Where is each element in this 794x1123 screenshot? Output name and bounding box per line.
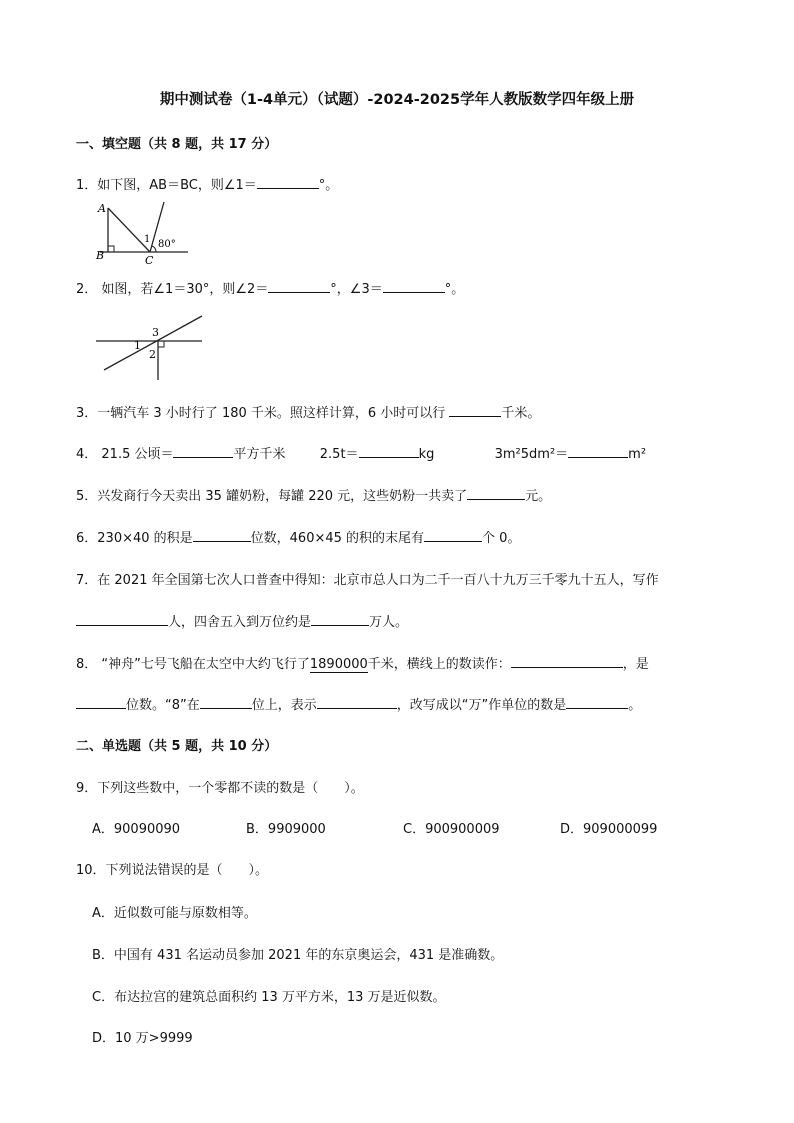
question-2-figure — [94, 312, 206, 384]
option-b[interactable]: B．9909000 — [246, 822, 326, 837]
answer-blank[interactable] — [268, 279, 330, 293]
underlined-number: 1890000 — [309, 657, 368, 672]
label-a: A — [98, 202, 106, 215]
answer-blank[interactable] — [383, 279, 445, 293]
question-5-text: 5．兴发商行今天卖出 35 罐奶粉，每罐 220 元，这些奶粉一共卖了 — [76, 489, 468, 504]
answer-blank[interactable] — [76, 695, 126, 709]
question-8-line-1 — [76, 653, 649, 672]
right-angle-mark — [158, 341, 164, 347]
option-c[interactable]: C．布达拉宫的建筑总面积约 13 万平方米，13 万是近似数。 — [92, 990, 446, 1005]
answer-blank[interactable] — [257, 175, 319, 189]
question-1 — [76, 174, 338, 193]
angle-arc — [152, 246, 156, 252]
question-4-b: 2.5t＝ — [319, 447, 359, 462]
question-6-text: 6．230×40 的积是 — [76, 531, 193, 546]
question-7-line-1: 7．在 2021 年全国第七次人口普查中得知：北京市总人口为二千一百八十九万三千零九十五人，写作 — [76, 573, 659, 588]
question-1-figure — [92, 198, 194, 266]
question-4 — [76, 443, 646, 462]
question-7-line-2 — [76, 611, 408, 630]
question-7-after: 万人。 — [369, 615, 409, 630]
option-d[interactable]: D．909000099 — [560, 822, 658, 837]
label-3: 3 — [152, 326, 159, 339]
section-2-heading: 二、单选题（共 5 题，共 10 分） — [76, 739, 278, 754]
question-2-mid: °，∠3＝ — [330, 282, 383, 297]
question-3-after: 千米。 — [501, 406, 541, 421]
question-3-text: 3．一辆汽车 3 小时行了 180 千米。照这样计算，6 小时可以行 — [76, 406, 450, 421]
question-6 — [76, 527, 520, 546]
question-6-after: 个 0。 — [482, 531, 521, 546]
question-5 — [76, 485, 551, 504]
answer-blank[interactable] — [359, 444, 419, 458]
section-1-heading: 一、填空题（共 8 题，共 17 分） — [76, 137, 278, 152]
option-c[interactable]: C．900900009 — [403, 822, 500, 837]
answer-blank[interactable] — [317, 695, 397, 709]
question-1-after: °。 — [318, 178, 339, 193]
question-4-c: 3m²5dm²＝ — [494, 447, 569, 462]
question-8-p4: ，改写成以“万”作单位的数是 — [396, 698, 567, 713]
option-b[interactable]: B．中国有 431 名运动员参加 2021 年的东京奥运会，431 是准确数。 — [92, 948, 504, 963]
answer-blank[interactable] — [193, 528, 251, 542]
label-2: 2 — [149, 348, 156, 361]
question-8-text: 8． “神舟”七号飞船在太空中大约飞行了 — [76, 657, 310, 672]
question-6-mid: 位数，460×45 的积的末尾有 — [250, 531, 425, 546]
answer-blank[interactable] — [568, 444, 628, 458]
page-title: 期中测试卷（1-4单元）（试题）-2024-2025学年人教版数学四年级上册 — [159, 92, 635, 108]
question-3 — [76, 402, 540, 421]
question-10-text: 10．下列说法错误的是（ ）。 — [76, 863, 269, 878]
label-1: 1 — [144, 234, 151, 245]
right-angle-mark — [108, 246, 114, 252]
question-8-p3: 位上，表示 — [251, 698, 317, 713]
question-8-p2: 位数。“8”在 — [126, 698, 200, 713]
label-80: 80° — [158, 239, 176, 250]
option-a[interactable]: A．近似数可能与原数相等。 — [92, 906, 257, 921]
question-2-text: 2． 如图，若∠1＝30°，则∠2＝ — [76, 282, 269, 297]
oblique-line — [104, 316, 202, 370]
question-2 — [76, 278, 464, 297]
label-b: B — [96, 249, 105, 262]
question-4-a: 4． 21.5 公顷＝ — [76, 447, 174, 462]
answer-blank[interactable] — [200, 695, 252, 709]
question-7-mid: 人，四舍五入到万位约是 — [168, 615, 312, 630]
question-4-a-after: 平方千米 — [233, 447, 286, 462]
answer-blank[interactable] — [424, 528, 482, 542]
segment-ac — [108, 208, 150, 252]
answer-blank[interactable] — [173, 444, 233, 458]
label-1: 1 — [134, 339, 141, 352]
option-a[interactable]: A．90090090 — [92, 822, 181, 837]
answer-blank[interactable] — [511, 654, 623, 668]
question-5-after: 元。 — [525, 489, 552, 504]
answer-blank[interactable] — [467, 486, 525, 500]
answer-blank[interactable] — [311, 612, 369, 626]
label-c: C — [145, 254, 154, 266]
question-1-text: 1．如下图，AB＝BC，则∠1＝ — [76, 178, 257, 193]
question-4-c-after: m² — [628, 447, 647, 462]
question-8-p5: 。 — [628, 698, 642, 713]
answer-blank[interactable] — [566, 695, 628, 709]
question-2-after: °。 — [444, 282, 465, 297]
question-8-end1: ，是 — [622, 657, 649, 672]
question-9-text: 9．下列这些数中，一个零都不读的数是（ ）。 — [76, 781, 364, 796]
question-8-line-2 — [76, 694, 641, 713]
answer-blank[interactable] — [449, 403, 501, 417]
answer-blank[interactable] — [76, 612, 168, 626]
question-8-mid: 千米，横线上的数读作： — [367, 657, 511, 672]
option-d[interactable]: D．10 万>9999 — [92, 1031, 193, 1046]
question-4-b-after: kg — [418, 447, 435, 462]
